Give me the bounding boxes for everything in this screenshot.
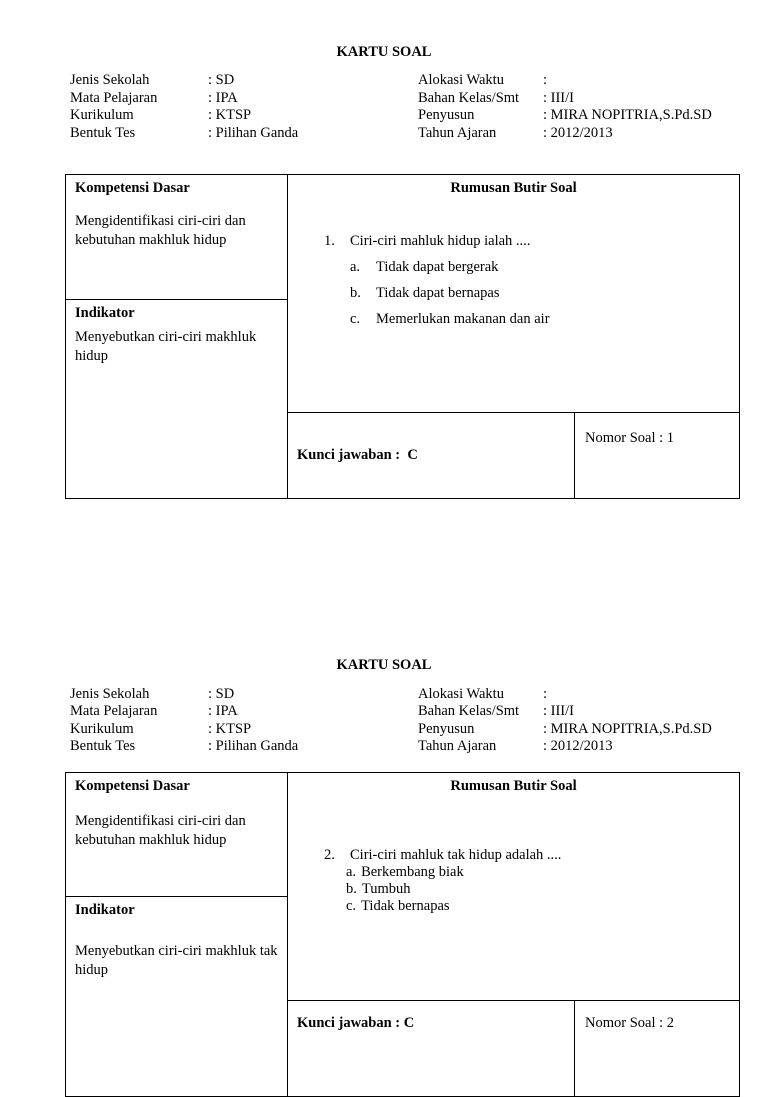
kompetensi-dasar-heading: Kompetensi Dasar <box>75 180 190 197</box>
meta-row-penyusun <box>418 721 740 739</box>
question-text: Ciri-ciri mahluk tak hidup adalah .... <box>350 847 562 864</box>
meta-label: Bentuk Tes <box>70 124 136 141</box>
meta-value: : <box>543 72 548 89</box>
table-right-column <box>288 773 739 1096</box>
meta-label: Alokasi Waktu <box>418 685 504 702</box>
option-b <box>350 280 729 306</box>
meta-value: : MIRA NOPITRIA,S.Pd.SD <box>543 107 712 124</box>
indikator-text: Menyebutkan ciri-ciri makhluk hidup <box>75 328 257 364</box>
option-letter: c. <box>350 310 361 327</box>
table-left-column <box>66 773 288 1096</box>
option-letter: a. <box>350 258 361 275</box>
question-text: Ciri-ciri mahluk hidup ialah .... <box>350 232 531 249</box>
meta-label: Mata Pelajaran <box>70 703 158 720</box>
meta-value: : <box>543 685 548 702</box>
meta-value: : Pilihan Ganda <box>208 124 299 141</box>
meta-right-column <box>418 686 740 756</box>
indikator-text: Menyebutkan ciri-ciri makhluk tak hidup <box>75 943 278 979</box>
meta-label: Bentuk Tes <box>70 738 136 755</box>
option-text: Tumbuh <box>361 881 411 898</box>
meta-value: : KTSP <box>208 720 252 737</box>
indikator-heading: Indikator <box>75 901 135 918</box>
question-table <box>65 772 740 1097</box>
meta-label: Tahun Ajaran <box>418 124 497 141</box>
meta-row-bentuk-tes <box>70 125 418 143</box>
table-left-column <box>66 175 288 498</box>
meta-row-bahan-kelas <box>418 90 740 108</box>
option-text: Tidak dapat bernapas <box>376 284 500 301</box>
meta-value: : III/I <box>543 703 574 720</box>
meta-label: Alokasi Waktu <box>418 72 504 89</box>
meta-value: : Pilihan Ganda <box>208 738 299 755</box>
question-block <box>298 228 729 332</box>
option-text: Tidak dapat bergerak <box>376 258 499 275</box>
option-letter: c. <box>346 898 357 915</box>
meta-row-penyusun <box>418 107 740 125</box>
meta-value: : MIRA NOPITRIA,S.Pd.SD <box>543 720 712 737</box>
meta-row-kurikulum <box>70 721 418 739</box>
meta-row-alokasi-waktu <box>418 686 740 704</box>
question-table <box>65 174 740 499</box>
kunci-jawaban-cell: Kunci jawaban : C <box>288 1001 575 1096</box>
option-text: Tidak bernapas <box>361 898 450 915</box>
meta-row-bahan-kelas <box>418 703 740 721</box>
kompetensi-dasar-heading: Kompetensi Dasar <box>75 777 190 794</box>
meta-row-mata-pelajaran <box>70 90 418 108</box>
rumusan-butir-soal-cell <box>288 773 739 1001</box>
meta-label: Bahan Kelas/Smt <box>418 703 520 720</box>
option-text: Berkembang biak <box>361 864 464 881</box>
meta-row-tahun-ajaran <box>418 738 740 756</box>
indikator-cell <box>66 897 287 1096</box>
meta-left-column <box>70 686 418 756</box>
meta-row-jenis-sekolah <box>70 686 418 704</box>
indikator-cell <box>66 300 287 498</box>
kunci-jawaban-cell: Kunci jawaban : C <box>288 413 575 498</box>
meta-label: Jenis Sekolah <box>70 72 150 89</box>
meta-value: : III/I <box>543 89 574 106</box>
meta-value: : 2012/2013 <box>543 738 613 755</box>
meta-value: : KTSP <box>208 107 252 124</box>
option-a <box>346 864 729 881</box>
answer-row <box>288 413 739 498</box>
indikator-heading: Indikator <box>75 305 135 322</box>
kompetensi-dasar-cell <box>66 773 287 897</box>
question-card-1 <box>0 0 768 499</box>
option-letter: a. <box>346 864 357 881</box>
rumusan-heading: Rumusan Butir Soal <box>450 180 577 197</box>
meta-label: Kurikulum <box>70 720 134 737</box>
answer-row <box>288 1001 739 1096</box>
meta-value: : SD <box>208 72 235 89</box>
kompetensi-dasar-cell <box>66 175 287 300</box>
meta-label: Penyusun <box>418 107 475 124</box>
rumusan-heading: Rumusan Butir Soal <box>450 777 577 794</box>
option-b <box>346 881 729 898</box>
meta-right-column <box>418 72 740 142</box>
question-number: 2. <box>324 847 335 864</box>
option-text: Memerlukan makanan dan air <box>376 310 550 327</box>
meta-value: : IPA <box>208 703 238 720</box>
question-card-2 <box>0 657 768 1096</box>
meta-row-mata-pelajaran <box>70 703 418 721</box>
option-c <box>350 306 729 332</box>
table-right-column <box>288 175 739 498</box>
option-letter: b. <box>346 881 357 898</box>
rumusan-butir-soal-cell <box>288 175 739 413</box>
option-c <box>346 898 729 915</box>
meta-row-kurikulum <box>70 107 418 125</box>
meta-label: Tahun Ajaran <box>418 738 497 755</box>
meta-label: Kurikulum <box>70 107 134 124</box>
meta-value: : 2012/2013 <box>543 124 613 141</box>
question-number: 1. <box>324 232 335 249</box>
nomor-soal-cell: Nomor Soal : 1 <box>585 430 675 447</box>
question-line <box>324 228 729 254</box>
meta-row-tahun-ajaran <box>418 125 740 143</box>
meta-left-column <box>70 72 418 142</box>
meta-value: : SD <box>208 685 235 702</box>
card-title: KARTU SOAL <box>336 44 432 60</box>
question-block <box>298 847 729 915</box>
meta-label: Penyusun <box>418 720 475 737</box>
card-title: KARTU SOAL <box>336 657 432 674</box>
card-meta <box>70 72 740 142</box>
meta-row-bentuk-tes <box>70 738 418 756</box>
kompetensi-dasar-text: Mengidentifikasi ciri-ciri dan kebutuhan makhluk hidup <box>75 212 246 248</box>
meta-row-alokasi-waktu <box>418 72 740 90</box>
nomor-soal-cell: Nomor Soal : 2 <box>585 1014 675 1031</box>
meta-value: : IPA <box>208 89 238 106</box>
question-line <box>324 847 729 864</box>
kompetensi-dasar-text: Mengidentifikasi ciri-ciri dan kebutuhan makhluk hidup <box>75 813 246 849</box>
card-meta <box>70 686 740 756</box>
option-a <box>350 254 729 280</box>
meta-label: Jenis Sekolah <box>70 685 150 702</box>
meta-row-jenis-sekolah <box>70 72 418 90</box>
meta-label: Bahan Kelas/Smt <box>418 89 520 106</box>
meta-label: Mata Pelajaran <box>70 89 158 106</box>
option-letter: b. <box>350 284 361 301</box>
